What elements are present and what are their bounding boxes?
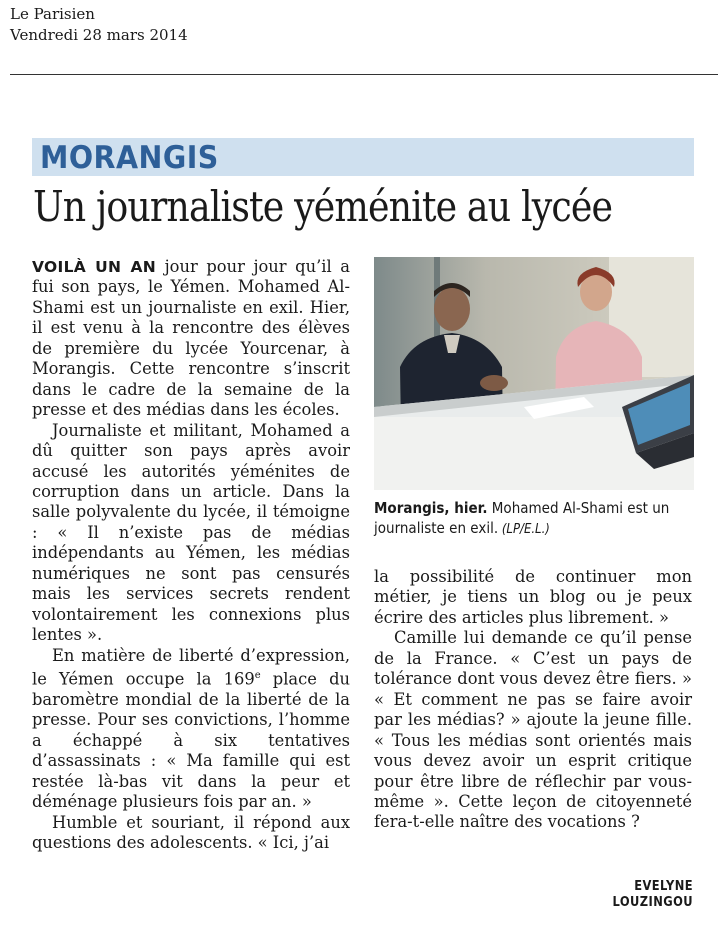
lead-in: VOILÀ UN AN [32,258,157,276]
article-column-1 [32,257,350,907]
paragraph-4-start: Humble et souriant, il répond aux questions des adolescents. « Ici, j’ai [32,812,350,853]
paragraph-3 [32,646,350,813]
ordinal-suffix: e [254,670,261,682]
paragraph-1-text: jour pour jour qu’il a fui son pays, le Yémen. Mohamed Al-Shami est un journaliste en exil. Hier, il est venu à la rencontre des élèves de première du lycée Yourcenar, à Morangis. Cette rencontre s’inscrit dans le cadre de la semaine de la presse et des médias dans les écoles. [32,257,350,420]
paragraph-3-text-a: En matière de liberté d’expression, le Yémen occupe la 169 [32,645,350,689]
publication-date: Vendredi 28 mars 2014 [10,26,188,44]
photo-caption [374,498,691,540]
article-photo [374,257,694,490]
paragraph-2: Journaliste et militant, Mohamed a dû quitter son pays après avoir accusé les autorités yéménites de corruption dans un article. Dans la salle polyvalente du lycée, il témoigne : « Il n’existe pas de médias indépendants au Yémen, les médias numériques ne sont pas censurés mais les services secrets rendent volontairement les connexions plus lentes ». [32,420,350,645]
photo-illustration [374,257,694,490]
kicker: MORANGIS [40,140,219,176]
paragraph-3-text-b: place du baromètre mondial de la liberté de la presse. Pour ses convictions, l’homme a échappé à six tentatives d’assassinats : « Ma famille qui est restée là-bas vit dans la peur et déménage plusieurs fois par an. » [32,669,350,812]
caption-text: Mohamed Al-Shami est un journaliste en exil. [374,499,670,537]
paragraph-1 [32,257,350,421]
publication-name: Le Parisien [10,5,95,23]
headline: Un journaliste yéménite au lycée [33,182,613,231]
article-column-2 [374,567,692,833]
paragraph-5: Camille lui demande ce qu’il pense de la France. « C’est un pays de tolérance dont vous devez être fiers. » « Et comment ne pas se faire avoir par les médias? » ajoute la jeune fille. « Tous les médias sont orientés mais vous devez avoir un esprit critique pour être libre de réflechir par vous-même ». Cette leçon de citoyenneté fera-t-elle naître des vocations ? [374,628,692,832]
paragraph-4-end: la possibilité de continuer mon métier, je tiens un blog ou je peux écrire des articles plus librement. » [374,567,692,627]
caption-lead: Morangis, hier. [374,499,488,517]
header-divider [10,74,718,75]
byline: EVELYNE LOUZINGOU [612,878,693,910]
photo-credit: (LP/E.L.) [498,522,550,537]
